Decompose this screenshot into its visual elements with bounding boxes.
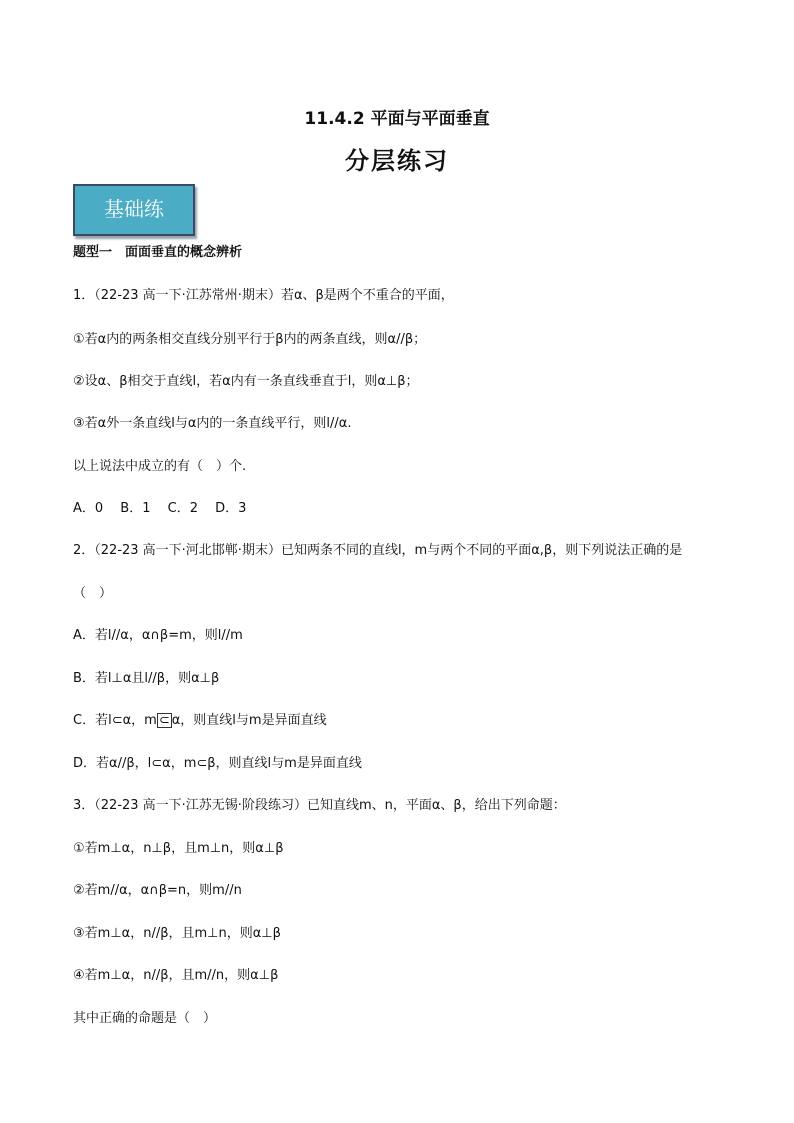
document-title: 11.4.2 平面与平面垂直 xyxy=(304,109,490,129)
not-subset-symbol: ⊂ xyxy=(158,713,170,728)
section-badge xyxy=(73,184,195,236)
q2-option-c xyxy=(73,712,733,730)
q3-item-1: ①若m⊥α，n⊥β，且m⊥n，则α⊥β xyxy=(73,841,284,856)
q1-item-3: ③若α外一条直线l与α内的一条直线平行，则l//α. xyxy=(73,416,352,431)
q2-option-c-end: α，则直线l与m是异面直线 xyxy=(171,713,327,728)
q3-stem: 3．（22-23 高一下·江苏无锡·阶段练习）已知直线m、n，平面α、β，给出下列命题： xyxy=(73,798,566,813)
q2-option-c-start: C．若l⊂α，m xyxy=(73,713,157,728)
q3-item-2: ②若m//α，α∩β=n，则m//n xyxy=(73,883,242,898)
q3-item-4: ④若m⊥α，n//β，且m//n，则α⊥β xyxy=(73,968,279,983)
q1-item-2: ②设α、β相交于直线l，若α内有一条直线垂直于l，则α⊥β； xyxy=(73,374,419,389)
q2-stem: 2．（22-23 高一下·河北邯郸·期末）已知两条不同的直线l，m与两个不同的平面α,β，则下列说法正确的是 xyxy=(73,543,683,558)
section-badge-label: 基础练 xyxy=(104,197,164,221)
q2-answer-paren: （ ） xyxy=(73,586,113,601)
q2-option-b: B．若l⊥α且l//β，则α⊥β xyxy=(73,671,220,686)
q3-question: 其中正确的命题是（ ） xyxy=(73,1011,217,1026)
q1-stem: 1．（22-23 高一下·江苏常州·期末）若α、β是两个不重合的平面， xyxy=(73,288,454,303)
document-subtitle: 分层练习 xyxy=(345,147,449,175)
q1-item-1: ①若α内的两条相交直线分别平行于β内的两条直线，则α//β； xyxy=(73,332,427,347)
q2-option-d: D．若α//β，l⊂α，m⊂β，则直线l与m是异面直线 xyxy=(73,756,362,771)
q2-option-a: A．若l//α，α∩β=m，则l//m xyxy=(73,628,243,643)
q1-question: 以上说法中成立的有（ ）个. xyxy=(73,459,247,474)
q1-options: A．0 B．1 C．2 D．3 xyxy=(73,501,247,516)
question-type-heading: 题型一 面面垂直的概念辨析 xyxy=(73,245,243,260)
q3-item-3: ③若m⊥α，n//β，且m⊥n，则α⊥β xyxy=(73,926,281,941)
